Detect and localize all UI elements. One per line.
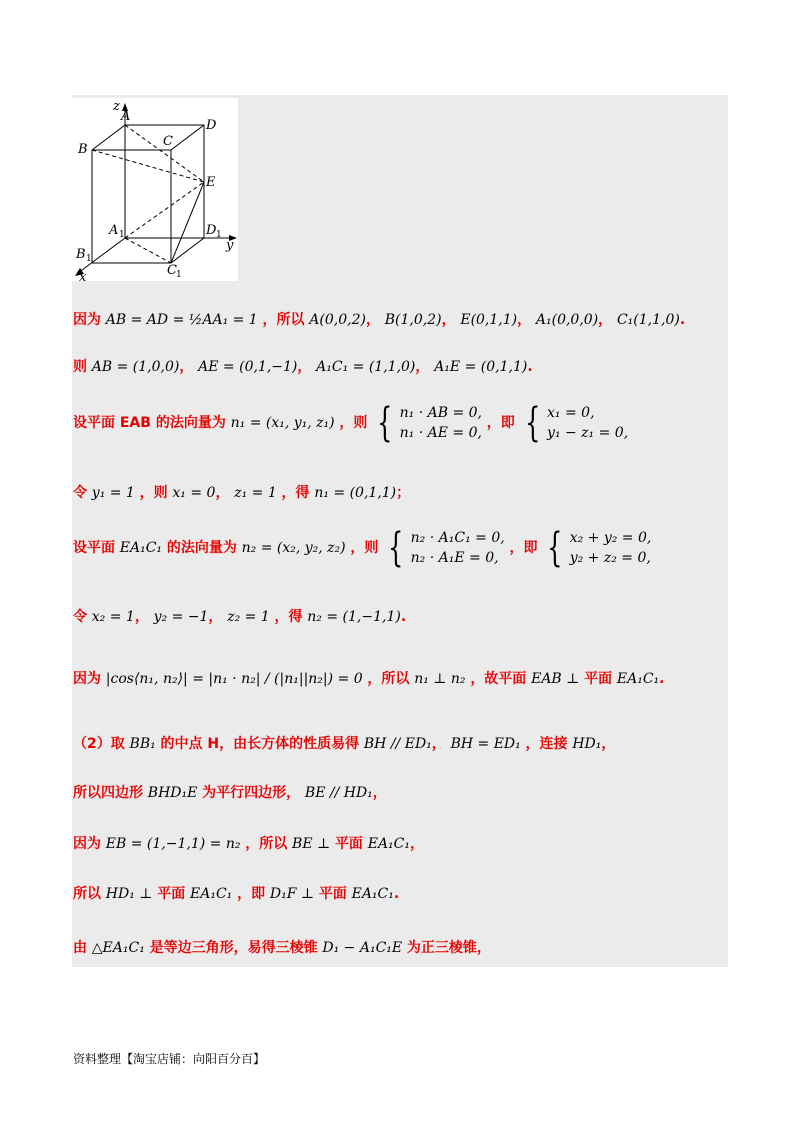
equation-system-4: { x₂ + y₂ = 0, y₂ + z₂ = 0, <box>547 525 652 571</box>
vertex-label-b: B <box>78 142 88 157</box>
equation-system-2: { x₁ = 0, y₁ − z₁ = 0, <box>524 400 629 446</box>
vertex-label-a1: A <box>109 223 119 238</box>
cuboid-figure <box>72 98 238 281</box>
vertex-label-e: E <box>206 175 216 190</box>
axis-label-z: z <box>113 99 120 114</box>
vertex-label-a: A <box>121 109 131 124</box>
subscript-b1: 1 <box>86 254 92 264</box>
footer-source-note: 资料整理【淘宝店铺：向阳百分百】 <box>73 1052 266 1066</box>
subscript-c1: 1 <box>176 270 182 280</box>
vertex-label-d: D <box>206 118 217 133</box>
vertex-label-c: C <box>163 134 173 149</box>
solution-line-10: 因为 EB = (1,−1,1) = n₂ ，所以 BE ⊥ 平面 EA₁C₁， <box>73 836 424 852</box>
solution-line-12: 由 △EA₁C₁ 是等边三角形，易得三棱锥 D₁ − A₁C₁E 为正三棱锥， <box>73 940 491 956</box>
vertex-label-d1: D <box>206 223 217 238</box>
solution-line-1: 因为 AB = AD = ½AA₁ = 1 ，所以 A(0,0,2)， B(1,0,2)， E(0,1,1)， A₁(0,0,0)， C₁(1,1,0). <box>73 312 686 328</box>
subscript-d1: 1 <box>216 230 222 240</box>
axis-label-x: x <box>79 270 87 281</box>
solution-line-5: 设平面 EA₁C₁ 的法向量为 n₂ = (x₂, y₂, z₂) ，则 { n₂ · A₁C₁ = 0, n₂ · A₁E = 0, ，即 { x₂ + y₂ = 0, y₂ + z₂ = 0, <box>73 525 652 571</box>
axis-label-y: y <box>226 238 234 253</box>
solution-line-11: 所以 HD₁ ⊥ 平面 EA₁C₁ ，即 D₁F ⊥ 平面 EA₁C₁. <box>73 886 400 902</box>
subscript-a1: 1 <box>119 230 125 240</box>
solution-line-4: 令 y₁ = 1 ，则 x₁ = 0， z₁ = 1 ，得 n₁ = (0,1,1)； <box>73 485 411 501</box>
solution-line-7: 因为 |cos⟨n₁, n₂⟩| = |n₁ · n₂| / (|n₁||n₂|) = 0 ，所以 n₁ ⊥ n₂ ，故平面 EAB ⊥ 平面 EA₁C₁. <box>73 671 665 687</box>
solution-line-9: 所以四边形 BHD₁E 为平行四边形， BE // HD₁， <box>73 785 387 801</box>
solution-line-3: 设平面 EAB 的法向量为 n₁ = (x₁, y₁, z₁) ，则 { n₁ · AB = 0, n₁ · AE = 0, ，即 { x₁ = 0, y₁ − z₁ = 0, <box>73 400 629 446</box>
equation-system-3: { n₂ · A₁C₁ = 0, n₂ · A₁E = 0, <box>388 525 505 571</box>
cuboid-diagram <box>72 98 238 281</box>
solution-line-2: 则 AB = (1,0,0)， AE = (0,1,−1)， A₁C₁ = (1,1,0)， A₁E = (0,1,1). <box>73 359 533 375</box>
vertex-label-c1: C <box>167 263 177 278</box>
solution-line-6: 令 x₂ = 1， y₂ = −1， z₂ = 1 ，得 n₂ = (1,−1,1). <box>73 609 407 625</box>
solution-line-8: （2）取 BB₁ 的中点 H，由长方体的性质易得 BH // ED₁， BH = ED₁ ，连接 HD₁， <box>73 736 616 752</box>
equation-system-1: { n₁ · AB = 0, n₁ · AE = 0, <box>377 400 483 446</box>
vertex-label-b1: B <box>76 247 86 262</box>
